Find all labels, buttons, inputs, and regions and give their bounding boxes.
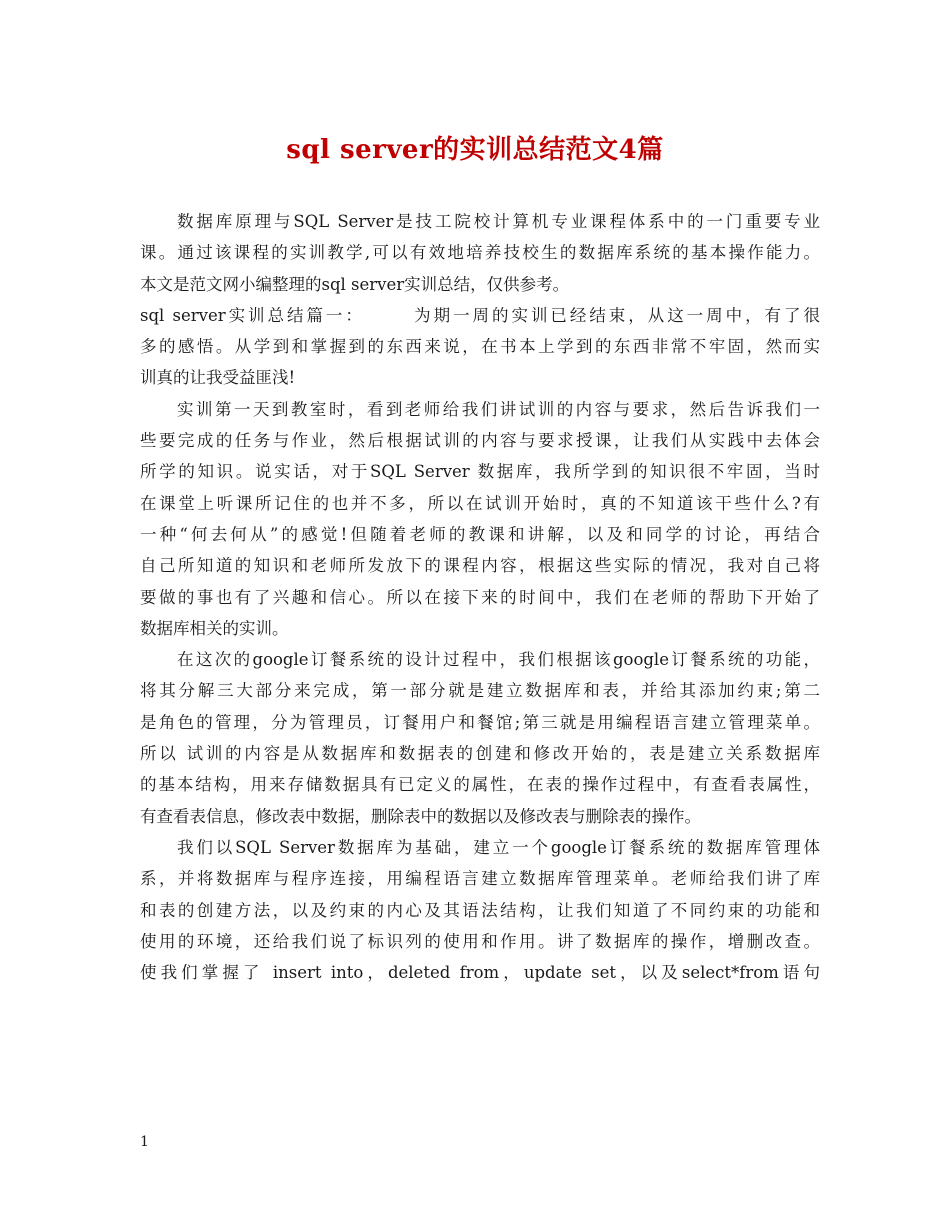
text-line: 一种“何去何从”的感觉!但随着老师的教课和讲解，以及和同学的讨论，再结合 (140, 524, 820, 544)
text-line: 和表的创建方法，以及约束的内心及其语法结构，让我们知道了不同约束的功能和 (140, 900, 820, 920)
text-line: 些要完成的任务与作业，然后根据试训的内容与要求授课，让我们从实践中去体会 (140, 431, 820, 451)
text-line: 本文是范文网小编整理的sql server实训总结，仅供参考。 (140, 274, 570, 294)
text-line: 课。通过该课程的实训教学,可以有效地培养技校生的数据库系统的基本操作能力。 (140, 243, 820, 263)
text-line: 将其分解三大部分来完成，第一部分就是建立数据库和表，并给其添加约束;第二 (140, 681, 820, 701)
text-line: 我们以SQL Server数据库为基础，建立一个google订餐系统的数据库管理体 (177, 837, 820, 857)
document-body (140, 206, 820, 988)
text-line: 使我们掌握了 insert into，deleted from，update set，以及select*from语句 (140, 963, 820, 983)
text-line: 数据库原理与SQL Server是技工院校计算机专业课程体系中的一门重要专业 (177, 212, 820, 231)
text-line: 自己所知道的知识和老师所发放下的课程内容，根据这些实际的情况，我对自己将 (140, 556, 820, 576)
page-number: 1 (140, 1134, 149, 1150)
text-line: 所以 试训的内容是从数据库和数据表的创建和修改开始的，表是建立关系数据库 (140, 744, 820, 764)
text-line: 是角色的管理，分为管理员，订餐用户和餐馆;第三就是用编程语言建立管理菜单。 (140, 712, 820, 732)
text-line: 多的感悟。从学到和掌握到的东西来说，在书本上学到的东西非常不牢固，然而实 (140, 337, 820, 357)
text-line: 在这次的google订餐系统的设计过程中，我们根据该google订餐系统的功能， (177, 650, 820, 670)
document-title: sql server的实训总结范文4篇 (286, 135, 664, 165)
text-line: 使用的环境，还给我们说了标识列的使用和作用。讲了数据库的操作，增删改查。 (140, 931, 820, 951)
text-line: sql server实训总结篇一： 为期一周的实训已经结束，从这一周中，有了很 (140, 305, 820, 325)
text-line: 有查看表信息，修改表中数据，删除表中的数据以及修改表与删除表的操作。 (140, 806, 701, 826)
text-line: 数据库相关的实训。 (140, 618, 289, 638)
text-line: 的基本结构，用来存储数据具有已定义的属性，在表的操作过程中，有查看表属性， (140, 775, 820, 795)
text-line: 系，并将数据库与程序连接，用编程语言建立数据库管理菜单。老师给我们讲了库 (140, 869, 820, 889)
text-line: 要做的事也有了兴趣和信心。所以在接下来的时间中，我们在老师的帮助下开始了 (140, 587, 820, 607)
text-line: 训真的让我受益匪浅! (140, 368, 296, 388)
text-line: 实训第一天到教室时，看到老师给我们讲试训的内容与要求，然后告诉我们一 (177, 399, 820, 419)
text-line: 在课堂上听课所记住的也并不多，所以在试训开始时，真的不知道该干些什么?有 (140, 493, 820, 513)
text-line: 所学的知识。说实话，对于SQL Server 数据库，我所学到的知识很不牢固，当时 (140, 462, 820, 482)
